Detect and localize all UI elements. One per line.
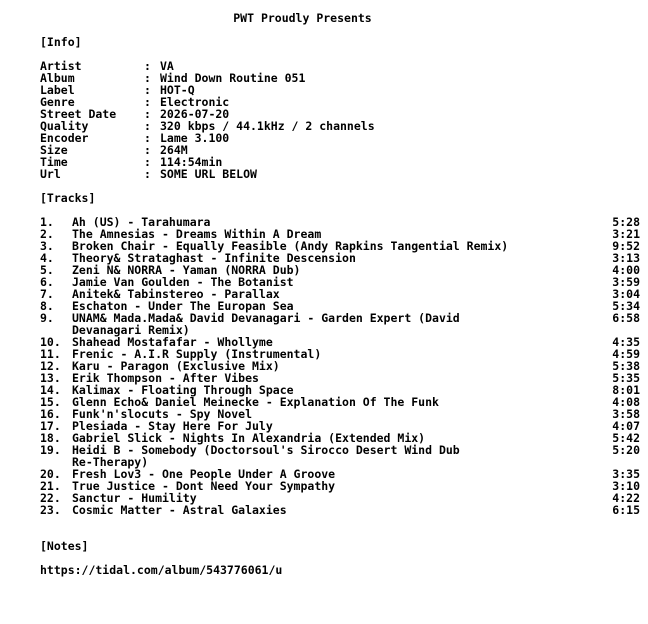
track-title: UNAM& Mada.Mada& David Devanagari - Garden Expert (David <box>72 311 460 325</box>
track-number: 13. <box>40 371 61 385</box>
info-value: Wind Down Routine 051 <box>160 71 306 85</box>
track-number: 2. <box>40 227 54 241</box>
info-separator: : <box>144 59 151 73</box>
info-separator: : <box>144 155 151 169</box>
track-title: Kalimax - Floating Through Space <box>72 383 294 397</box>
track-title: Erik Thompson - After Vibes <box>72 371 259 385</box>
track-number: 4. <box>40 251 54 265</box>
page-title: PWT Proudly Presents <box>233 11 372 25</box>
track-title-continuation: Devanagari Remix) <box>72 323 190 337</box>
track-number: 22. <box>40 491 61 505</box>
track-title: Plesiada - Stay Here For July <box>72 419 273 433</box>
track-number: 8. <box>40 299 54 313</box>
tracks-heading: [Tracks] <box>40 191 96 205</box>
info-key: Quality <box>40 119 89 133</box>
track-duration: 4:59 <box>612 347 640 361</box>
track-title: Zeni N& NORRA - Yaman (NORRA Dub) <box>72 263 301 277</box>
info-key: Album <box>40 71 75 85</box>
track-duration: 4:00 <box>612 263 640 277</box>
track-number: 5. <box>40 263 54 277</box>
track-title-continuation: Re-Therapy) <box>72 455 149 469</box>
track-title: Ah (US) - Tarahumara <box>72 215 211 229</box>
info-key: Size <box>40 143 68 157</box>
track-duration: 5:28 <box>612 215 640 229</box>
notes-heading: [Notes] <box>40 539 89 553</box>
track-title: True Justice - Dont Need Your Sympathy <box>72 479 336 493</box>
track-title: Glenn Echo& Daniel Meinecke - Explanation Of The Funk <box>72 395 439 409</box>
track-duration: 3:35 <box>612 467 640 481</box>
track-duration: 5:34 <box>612 299 640 313</box>
track-number: 1. <box>40 215 54 229</box>
track-duration: 4:07 <box>612 419 640 433</box>
info-value: 264M <box>160 143 188 157</box>
info-separator: : <box>144 83 151 97</box>
track-duration: 5:42 <box>612 431 640 445</box>
track-row <box>40 311 640 337</box>
track-duration: 4:08 <box>612 395 640 409</box>
track-title: Sanctur - Humility <box>72 491 197 505</box>
track-row <box>40 443 640 469</box>
track-title: Jamie Van Goulden - The Botanist <box>72 275 294 289</box>
info-key: Artist <box>40 59 82 73</box>
track-title: Frenic - A.I.R Supply (Instrumental) <box>72 347 322 361</box>
info-value: Electronic <box>160 95 230 109</box>
track-duration: 3:13 <box>612 251 640 265</box>
info-separator: : <box>144 143 151 157</box>
info-value: 320 kbps / 44.1kHz / 2 channels <box>160 119 375 133</box>
track-title: Fresh Lov3 - One People Under A Groove <box>72 467 336 481</box>
info-key: Label <box>40 83 75 97</box>
track-number: 3. <box>40 239 54 253</box>
track-title: Cosmic Matter - Astral Galaxies <box>72 503 287 517</box>
track-number: 15. <box>40 395 61 409</box>
info-separator: : <box>144 95 151 109</box>
track-duration: 3:21 <box>612 227 640 241</box>
track-number: 11. <box>40 347 61 361</box>
info-value: 114:54min <box>160 155 223 169</box>
track-number: 10. <box>40 335 61 349</box>
track-title: Eschaton - Under The Europan Sea <box>72 299 294 313</box>
track-number: 6. <box>40 275 54 289</box>
info-key: Url <box>40 167 61 181</box>
track-title: Theory& Strataghast - Infinite Descension <box>72 251 356 265</box>
track-duration: 3:04 <box>612 287 640 301</box>
track-title: The Amnesias - Dreams Within A Dream <box>72 227 322 241</box>
track-title: Gabriel Slick - Nights In Alexandria (Extended Mix) <box>72 431 426 445</box>
track-number: 18. <box>40 431 61 445</box>
track-duration: 6:15 <box>612 503 640 517</box>
track-number: 23. <box>40 503 61 517</box>
track-title: Shahead Mostafafar - Whollyme <box>72 335 273 349</box>
info-key: Genre <box>40 95 75 109</box>
track-number: 7. <box>40 287 54 301</box>
info-key: Time <box>40 155 68 169</box>
track-number: 19. <box>40 443 61 457</box>
track-duration: 6:58 <box>612 311 640 325</box>
info-value: 2026-07-20 <box>160 107 230 121</box>
track-duration: 4:35 <box>612 335 640 349</box>
track-number: 16. <box>40 407 61 421</box>
info-value: VA <box>160 59 174 73</box>
track-row <box>40 504 640 516</box>
info-separator: : <box>144 131 151 145</box>
info-value: Lame 3.100 <box>160 131 230 145</box>
info-value: SOME URL BELOW <box>160 167 257 181</box>
track-duration: 4:22 <box>612 491 640 505</box>
track-duration: 5:35 <box>612 371 640 385</box>
track-number: 21. <box>40 479 61 493</box>
info-separator: : <box>144 107 151 121</box>
track-title: Heidi B - Somebody (Doctorsoul's Sirocco Desert Wind Dub <box>72 443 460 457</box>
track-number: 12. <box>40 359 61 373</box>
track-duration: 3:59 <box>612 275 640 289</box>
track-duration: 3:10 <box>612 479 640 493</box>
track-number: 17. <box>40 419 61 433</box>
track-title: Anitek& Tabinstereo - Parallax <box>72 287 280 301</box>
track-duration: 9:52 <box>612 239 640 253</box>
track-title: Broken Chair - Equally Feasible (Andy Rapkins Tangential Remix) <box>72 239 509 253</box>
info-value: HOT-Q <box>160 83 195 97</box>
track-duration: 3:58 <box>612 407 640 421</box>
info-key: Encoder <box>40 131 89 145</box>
track-title: Funk'n'slocuts - Spy Novel <box>72 407 253 421</box>
info-separator: : <box>144 119 151 133</box>
info-separator: : <box>144 71 151 85</box>
track-duration: 8:01 <box>612 383 640 397</box>
track-number: 9. <box>40 311 54 325</box>
info-key: Street Date <box>40 107 117 121</box>
info-heading: [Info] <box>40 35 82 49</box>
notes-url[interactable]: https://tidal.com/album/543776061/u <box>40 563 283 577</box>
track-title: Karu - Paragon (Exclusive Mix) <box>72 359 280 373</box>
track-number: 20. <box>40 467 61 481</box>
track-number: 14. <box>40 383 61 397</box>
track-duration: 5:38 <box>612 359 640 373</box>
info-separator: : <box>144 167 151 181</box>
track-duration: 5:20 <box>612 443 640 457</box>
